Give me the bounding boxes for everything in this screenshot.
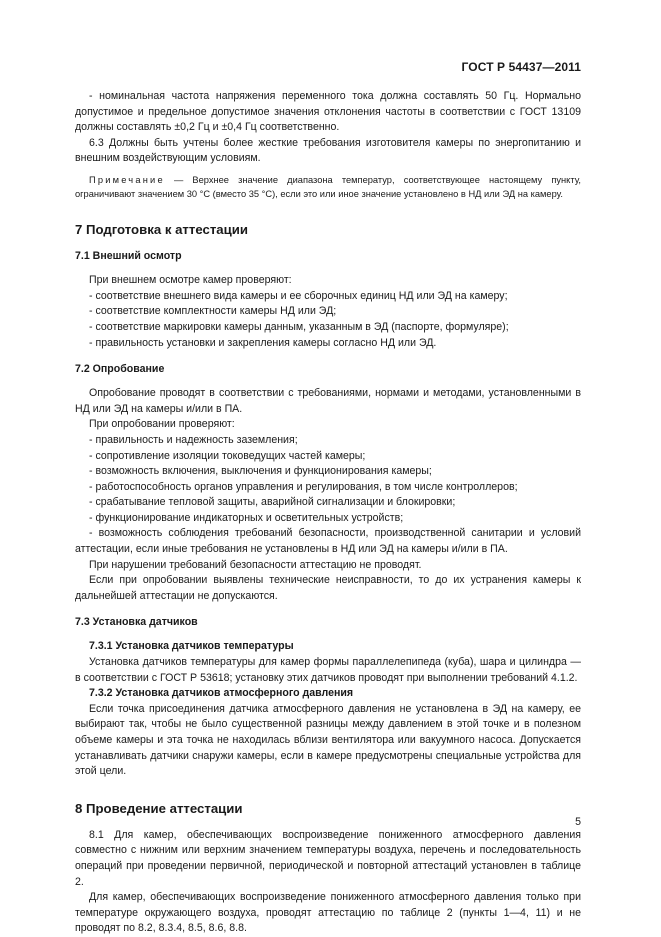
section-7-heading: 7 Подготовка к аттестации	[75, 222, 248, 238]
section-7-2-para: При нарушении требований безопасности аттестацию не проводят.	[89, 558, 422, 571]
list-item: - срабатывание тепловой защиты, аварийной сигнализации и блокировки;	[89, 496, 456, 509]
standard-header: ГОСТ Р 54437—2011	[461, 60, 581, 74]
section-7-2-para: Если при опробовании выявлены технические неисправности, то до их устранения камеры к дальнейшей аттестации не допускаются.	[75, 574, 581, 602]
list-item: - возможность соблюдения требований безопасности, производственной санитарии и условий аттестации, если иные требования не установлены в НД или ЭД на камеры и/или в ПА.	[75, 527, 581, 556]
paragraph-6-3: 6.3 Должны быть учтены более жесткие требования изготовителя камеры по энергопитанию и внешним воздействующим условиям.	[75, 136, 581, 165]
list-item: - соответствие комплектности камеры НД или ЭД;	[89, 305, 337, 318]
section-7-1-lead: При внешнем осмотре камер проверяют:	[89, 274, 292, 287]
list-item: - возможность включения, выключения и функционирования камеры;	[89, 465, 432, 478]
section-7-2-para: Опробование проводят в соответствии с требованиями, нормами и методами, установленными в НД или ЭД на камеры и/или в ПА.	[75, 387, 581, 415]
list-item: - соответствие маркировки камеры данным, указанным в ЭД (паспорте, формуляре);	[89, 320, 509, 333]
list-item: - работоспособность органов управления и регулирования, в том числе контроллеров;	[89, 480, 518, 493]
list-item: - правильность установки и закрепления камеры согласно НД или ЭД.	[89, 336, 437, 349]
note-text: — Верхнее значение диапазона температур, соответствующее настоящему пункту, ограничивают значением 30 °С (вместо 35 °С), если это или иное значение установлено в НД или ЭД на камеру.	[75, 174, 581, 199]
page-number: 5	[575, 816, 581, 828]
list-item: - сопротивление изоляции токоведущих частей камеры;	[89, 449, 366, 462]
section-7-2-lead: При опробовании проверяют:	[89, 418, 235, 431]
section-8-1-para: 8.1 Для камер, обеспечивающих воспроизведение пониженного атмосферного давления совместно с нижним или верхним значением температуры воздуха, перечень и последовательность операций при проведении первичной, периодической и повторной аттестаций установлен в таблице 2.	[75, 828, 581, 888]
intro-list-item: - номинальная частота напряжения переменного тока должна составлять 50 Гц. Нормально допустимое и предельное допустимое значения отклонения частоты в соответствии с ГОСТ 13109 должны составлять ±0,2 Гц и ±0,4 Гц соответственно.	[75, 90, 581, 134]
section-7-2-heading: 7.2 Опробование	[75, 363, 165, 376]
section-8-heading: 8 Проведение аттестации	[75, 800, 243, 816]
list-item: - функционирование индикаторных и осветительных устройств;	[89, 511, 404, 524]
section-7-1-heading: 7.1 Внешний осмотр	[75, 250, 182, 263]
section-7-3-2-text: Если точка присоединения датчика атмосферного давления не установлена в ЭД на камеру, ее выбирают так, чтобы не было существенной разницы между давлением в этой точке и в полезном объеме камеры и эта точка не находилась вблизи вентилятора или вакуумного насоса. Допускается устанавливать датчики снаружи камеры, если в камере предусмотрены специальные устройства для этой цели.	[75, 702, 581, 778]
section-7-3-1-heading: 7.3.1 Установка датчиков температуры	[89, 640, 294, 653]
section-7-3-1-text: Установка датчиков температуры для камер формы параллелепипеда (куба), шара и цилиндра — в соответствии с ГОСТ Р 53618; установку этих датчиков проводят при выполнении требований 4.1.2.	[75, 656, 581, 684]
note-label: Примечание	[89, 174, 165, 185]
list-item: - правильность и надежность заземления;	[89, 433, 298, 446]
note	[75, 174, 581, 201]
section-8-para: Для камер, обеспечивающих воспроизведение пониженного атмосферного давления только при температуре окружающего воздуха, проводят аттестацию по таблице 2 (пункты 1—4, 11) и не проводят по 8.2, 8.3.4, 8.5, 8.6, 8.8.	[75, 891, 581, 935]
page-content	[75, 89, 581, 937]
section-7-3-heading: 7.3 Установка датчиков	[75, 616, 198, 629]
list-item: - соответствие внешнего вида камеры и ее сборочных единиц НД или ЭД на камеру;	[89, 289, 508, 302]
section-7-3-2-heading: 7.3.2 Установка датчиков атмосферного давления	[89, 687, 354, 700]
